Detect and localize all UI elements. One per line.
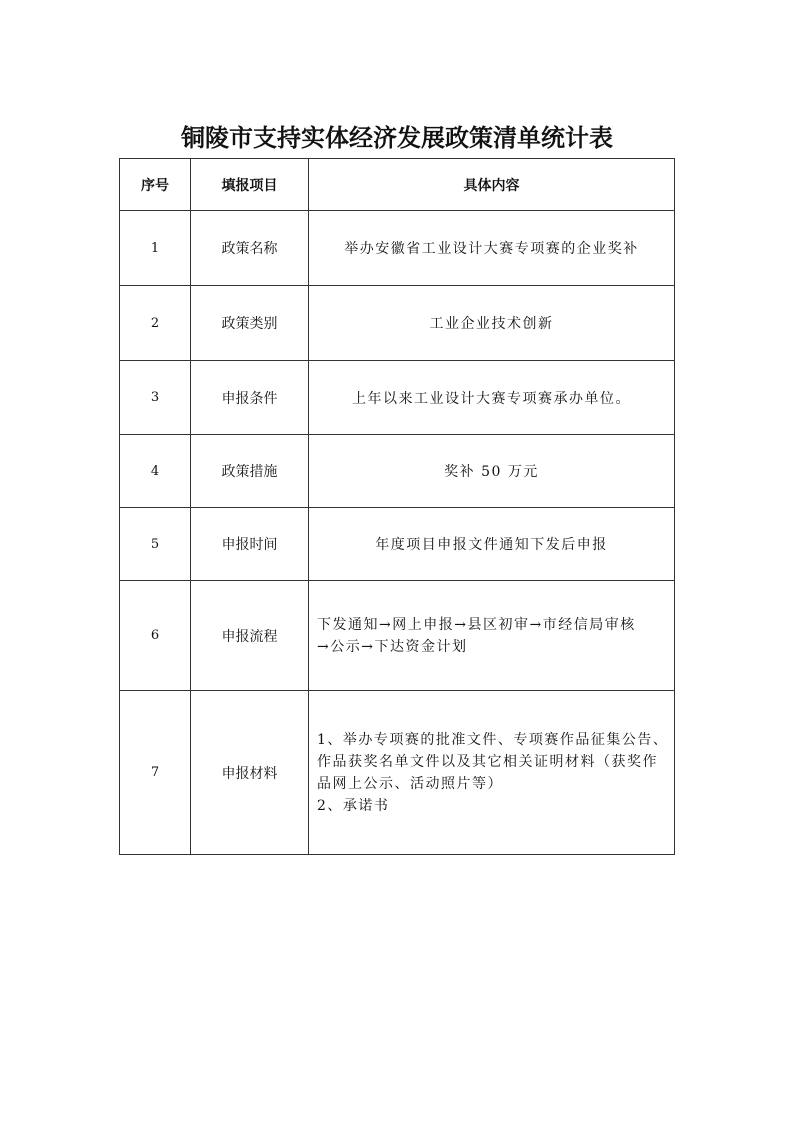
content-line: 2、承诺书 [317, 797, 390, 814]
row-content: 工业企业技术创新 [309, 286, 675, 361]
row-content [309, 691, 675, 855]
content-line: 1、举办专项赛的批准文件、专项赛作品征集公告、 [317, 731, 669, 748]
row-content: 奖补 50 万元 [309, 435, 675, 508]
row-content: 年度项目申报文件通知下发后申报 [309, 508, 675, 581]
content-line: 下发通知→网上申报→县区初审→市经信局审核 [317, 616, 636, 633]
content-line: 作品获奖名单文件以及其它相关证明材料（获奖作 [317, 753, 658, 770]
table-row [120, 211, 675, 286]
row-item: 申报条件 [191, 361, 309, 435]
table-row [120, 691, 675, 855]
row-index: 7 [120, 691, 191, 855]
table-header-row [120, 159, 675, 211]
row-index: 2 [120, 286, 191, 361]
row-index: 5 [120, 508, 191, 581]
document-title: 铜陵市支持实体经济发展政策清单统计表 [181, 123, 613, 152]
content-line: →公示→下达资金计划 [317, 638, 468, 655]
row-index: 1 [120, 211, 191, 286]
row-item: 政策类别 [191, 286, 309, 361]
table-row [120, 286, 675, 361]
content-line: 品网上公示、活动照片等） [317, 775, 503, 792]
row-content: 上年以来工业设计大赛专项赛承办单位。 [309, 361, 675, 435]
row-item: 申报流程 [191, 581, 309, 691]
table-row [120, 435, 675, 508]
table-row [120, 581, 675, 691]
table-row [120, 361, 675, 435]
table-row [120, 508, 675, 581]
row-index: 3 [120, 361, 191, 435]
row-content: 举办安徽省工业设计大赛专项赛的企业奖补 [309, 211, 675, 286]
row-item: 申报时间 [191, 508, 309, 581]
row-content [309, 581, 675, 691]
row-item: 政策措施 [191, 435, 309, 508]
row-index: 6 [120, 581, 191, 691]
policy-table [119, 158, 675, 855]
row-index: 4 [120, 435, 191, 508]
row-item: 政策名称 [191, 211, 309, 286]
header-index: 序号 [120, 159, 191, 211]
header-content: 具体内容 [309, 159, 675, 211]
header-item: 填报项目 [191, 159, 309, 211]
row-item: 申报材料 [191, 691, 309, 855]
